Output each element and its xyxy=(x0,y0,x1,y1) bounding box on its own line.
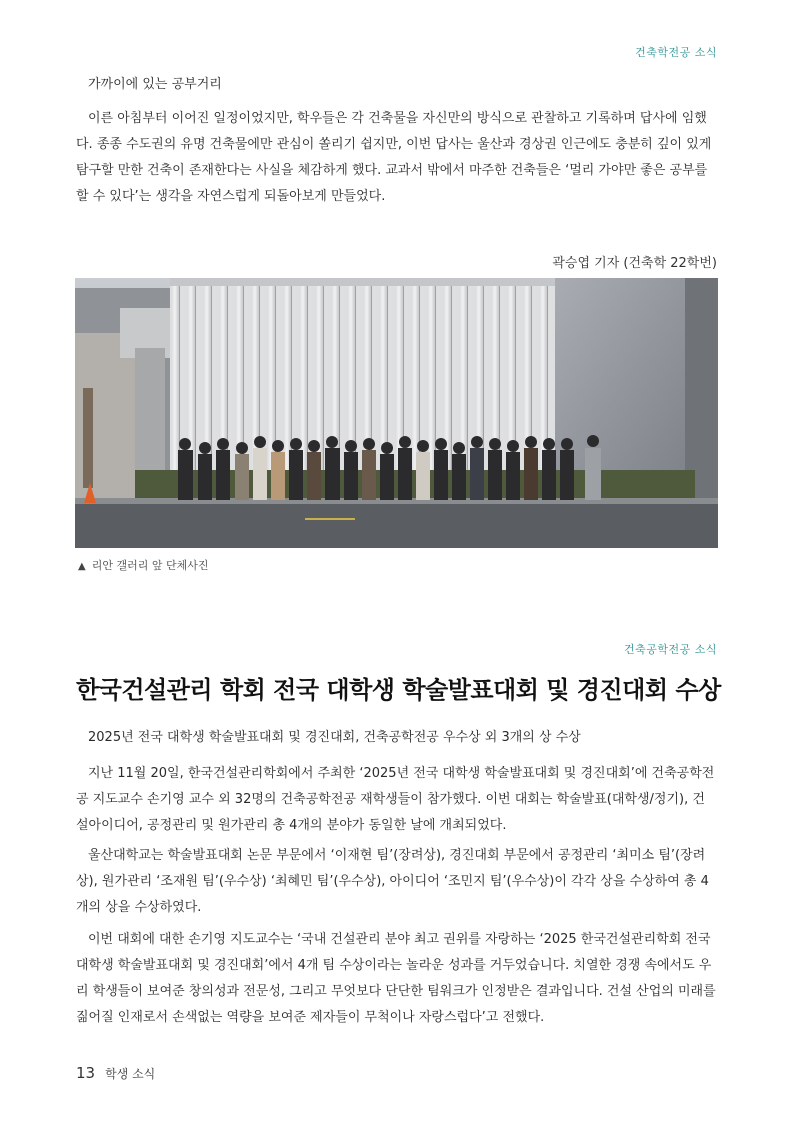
page-footer xyxy=(76,1064,155,1082)
article1-body: 이른 아침부터 이어진 일정이었지만, 학우들은 각 건축물을 자신만의 방식으로 관찰하고 기록하며 답사에 임했다. 종종 수도권의 유명 건축물에만 관심이 쏠리기 쉽지만, 이번 답사는 울산과 경상권 인근에도 충분히 깊이 있게 탐구할 만한 건축이 존재한다는 사실을 체감하게 했다. 교과서 밖에서 마주한 건축들은 ‘멀리 가야만 좋은 공부를 할 수 있다’는 생각을 자연스럽게 되돌아보게 만들었다. xyxy=(76,111,712,204)
triangle-icon: ▲ xyxy=(78,561,86,572)
section-tag-top: 건축학전공 소식 xyxy=(635,46,717,59)
section-tag-article2: 건축공학전공 소식 xyxy=(623,643,717,656)
article2-para2: 울산대학교는 학술발표대회 논문 부문에서 ‘이재현 팀’(장려상), 경진대회 부문에서 공정관리 ‘최미소 팀’(장려상), 원가관리 ‘조재원 팀’(우수상) ‘최혜민 팀’(우수상), 아이디어 ‘조민지 팀’(우수상)이 각각 상을 수상하여 총 4개의 상을 수상하였다. xyxy=(76,848,709,915)
photo-caption-text: 리안 갤러리 앞 단체사진 xyxy=(91,559,209,572)
byline: 곽승엽 기자 (건축학 22학번) xyxy=(552,256,717,271)
article2-para3: 이번 대회에 대한 손기영 지도교수는 ‘국내 건설관리 분야 최고 권위를 자랑하는 ‘2025 한국건설관리학회 전국 대학생 학술발표대회 및 경진대회’에서 4개 팀 수상이라는 놀라운 성과를 거두었습니다. 치열한 경쟁 속에서도 우리 학생들이 보여준 창의성과 전문성, 그리고 무엇보다 단단한 팀워크가 인정받은 결과입니다. 건설 산업의 미래를 짊어질 인재로서 손색없는 역량을 보여준 제자들이 무척이나 자랑스럽다’고 전했다. xyxy=(76,932,716,1025)
article2-subhead: 2025년 전국 대학생 학술발표대회 및 경진대회, 건축공학전공 우수상 외 3개의 상 수상 xyxy=(88,730,581,745)
article2-title: 한국건설관리 학회 전국 대학생 학술발표대회 및 경진대회 수상 xyxy=(76,676,721,704)
group-photo-illustration xyxy=(75,278,718,548)
footer-section: 학생 소식 xyxy=(105,1067,156,1081)
article1-subhead: 가까이에 있는 공부거리 xyxy=(88,77,222,92)
page-number: 13 xyxy=(76,1064,96,1082)
photo-caption xyxy=(78,557,208,573)
group-photo xyxy=(75,278,718,548)
article2-para1: 지난 11월 20일, 한국건설관리학회에서 주최한 ‘2025년 전국 대학생 학술발표대회 및 경진대회’에 건축공학전공 지도교수 손기영 교수 외 32명의 건축공학전공 재학생들이 참가했다. 이번 대회는 학술발표(대학생/정기), 건설아이디어, 공정관리 및 원가관리 총 4개의 분야가 동일한 날에 개최되었다. xyxy=(76,766,715,833)
